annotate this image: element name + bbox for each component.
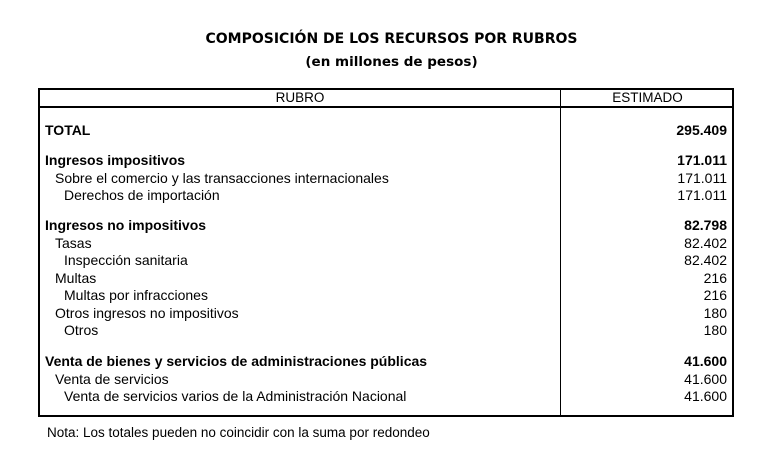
row-label: Ingresos impositivos bbox=[45, 152, 186, 168]
row-value: 216 bbox=[703, 270, 727, 286]
row-value: 295.409 bbox=[676, 122, 727, 138]
row-value: 180 bbox=[703, 305, 727, 321]
row-label: Tasas bbox=[55, 235, 92, 251]
row-label: Derechos de importación bbox=[64, 187, 220, 203]
row-value: 171.011 bbox=[677, 152, 727, 168]
table-row bbox=[40, 387, 732, 405]
table-row bbox=[40, 304, 732, 322]
header-divider bbox=[40, 106, 732, 108]
row-value: 180 bbox=[703, 322, 727, 338]
row-value: 171.011 bbox=[677, 187, 727, 203]
resources-table bbox=[38, 88, 734, 417]
table-row bbox=[40, 352, 732, 370]
row-label: Venta de servicios varios de la Administración Nacional bbox=[64, 388, 407, 404]
table-row bbox=[40, 169, 732, 187]
table-row bbox=[40, 216, 732, 234]
row-label: Venta de servicios bbox=[55, 371, 169, 387]
table-row bbox=[40, 151, 732, 169]
table-row bbox=[40, 121, 732, 139]
table-row bbox=[40, 251, 732, 269]
column-header-rubro: RUBRO bbox=[275, 90, 325, 105]
row-label: Inspección sanitaria bbox=[64, 252, 188, 268]
table-row bbox=[40, 321, 732, 339]
row-label: Multas bbox=[55, 270, 97, 286]
footnote: Nota: Los totales pueden no coincidir con la suma por redondeo bbox=[47, 425, 430, 440]
row-value: 82.402 bbox=[684, 252, 727, 268]
row-label: Otros ingresos no impositivos bbox=[55, 305, 239, 321]
row-label: Venta de bienes y servicios de administraciones públicas bbox=[45, 353, 428, 369]
row-label: Sobre el comercio y las transacciones internacionales bbox=[55, 170, 389, 186]
row-value: 82.402 bbox=[684, 235, 727, 251]
row-value: 41.600 bbox=[684, 353, 727, 369]
table-row bbox=[40, 234, 732, 252]
row-value: 41.600 bbox=[684, 388, 727, 404]
page-subtitle: (en millones de pesos) bbox=[305, 54, 478, 70]
row-label: Ingresos no impositivos bbox=[45, 217, 207, 233]
row-value: 41.600 bbox=[684, 371, 727, 387]
row-value: 82.798 bbox=[684, 217, 727, 233]
table-row bbox=[40, 370, 732, 388]
column-header-estimado: ESTIMADO bbox=[612, 90, 683, 105]
table-row bbox=[40, 286, 732, 304]
table-row bbox=[40, 186, 732, 204]
row-label: Multas por infracciones bbox=[64, 287, 208, 303]
page-title: COMPOSICIÓN DE LOS RECURSOS POR RUBROS bbox=[205, 31, 578, 47]
row-label: TOTAL bbox=[45, 122, 91, 138]
table-row bbox=[40, 269, 732, 287]
row-label: Otros bbox=[64, 322, 99, 338]
row-value: 216 bbox=[703, 287, 727, 303]
row-value: 171.011 bbox=[677, 170, 727, 186]
